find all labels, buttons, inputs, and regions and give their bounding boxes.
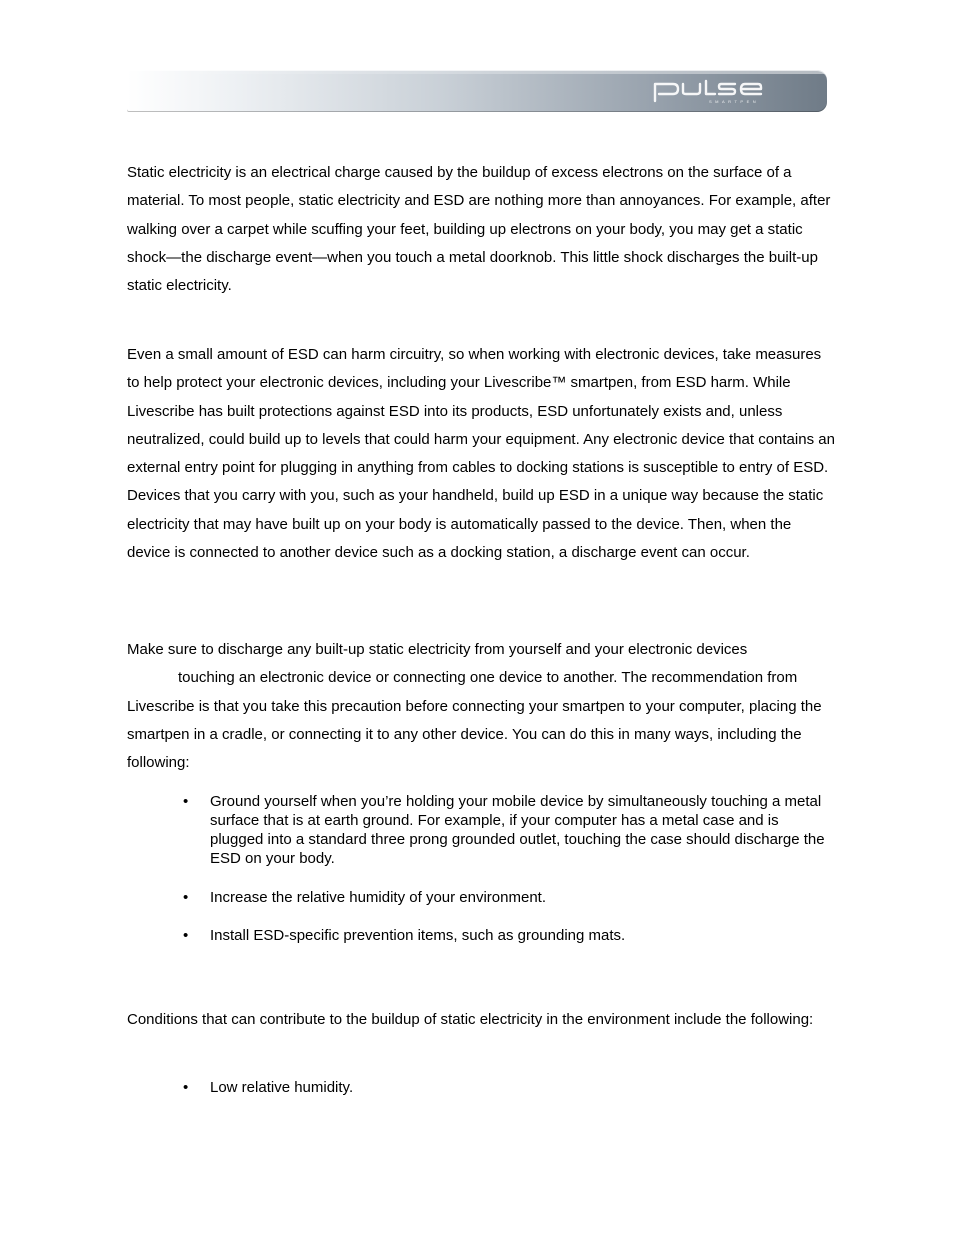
bullet-glyph: • (183, 927, 189, 944)
paragraph-esd-harm: Even a small amount of ESD can harm circuitry, so when working with electronic devices, take measures to help protect your electronic devices, including your Livescribe™ smartpen, from ESD harm. While Livescribe has built protections against ESD into its products, ESD unfortunately exists and, unless neutralized, could build up to levels that could harm your equipment. Any electronic device that contains an external entry point for plugging in anything from cables to docking stations is susceptible to entry of ESD. Devices that you carry with you, such as your handheld, build up ESD in a unique way because the static electricity that may have built up on your body is automatically passed to the device. Then, when the device is connected to another device such as a docking station, a discharge event can occur. (127, 346, 835, 562)
header-bar (127, 70, 827, 112)
bullet-glyph: • (183, 793, 189, 810)
list-item-text: Install ESD-specific prevention items, such as grounding mats. (210, 927, 626, 944)
paragraph-discharge-rest: touching an electronic device or connecting one device to another. The recommendation from Livescribe is that you take this precaution before connecting your smartpen to your computer, placing the smartpen in a cradle, or connecting it to any other device. You can do this in many ways, including the following: (127, 669, 822, 772)
list-item-text: Ground yourself when you’re holding your mobile device by simultaneously touching a metal surface that is at earth ground. For example, if your computer has a metal case and is plugged into a standard three prong grounded outlet, touching the case should discharge the ESD on your body. (210, 793, 825, 867)
paragraph-conditions: Conditions that can contribute to the buildup of static electricity in the environment include the following: (127, 1011, 814, 1028)
list-item (183, 792, 830, 868)
list-item-text: Low relative humidity. (210, 1079, 354, 1096)
list-item-text: Increase the relative humidity of your environment. (210, 889, 546, 906)
paragraph-static-electricity: Static electricity is an electrical charge caused by the buildup of excess electrons on the surface of a material. To most people, static electricity and ESD are nothing more than annoyances. For example, after walking over a carpet while scuffing your feet, building up electrons on your body, you may get a static shock—the discharge event—when you touch a metal doorknob. This little shock discharges the built-up static electricity. (127, 164, 831, 295)
paragraph-discharge-line1: Make sure to discharge any built-up static electricity from yourself and your electronic devices (127, 641, 748, 658)
paragraph-discharge (127, 636, 837, 777)
list-item (183, 888, 830, 907)
logo-subtext: SMARTPEN (709, 99, 760, 104)
bullet-glyph: • (183, 889, 189, 906)
list-item (183, 926, 830, 945)
pulse-logo-icon (653, 79, 765, 105)
list-item (183, 1078, 830, 1097)
bullet-glyph: • (183, 1079, 189, 1096)
